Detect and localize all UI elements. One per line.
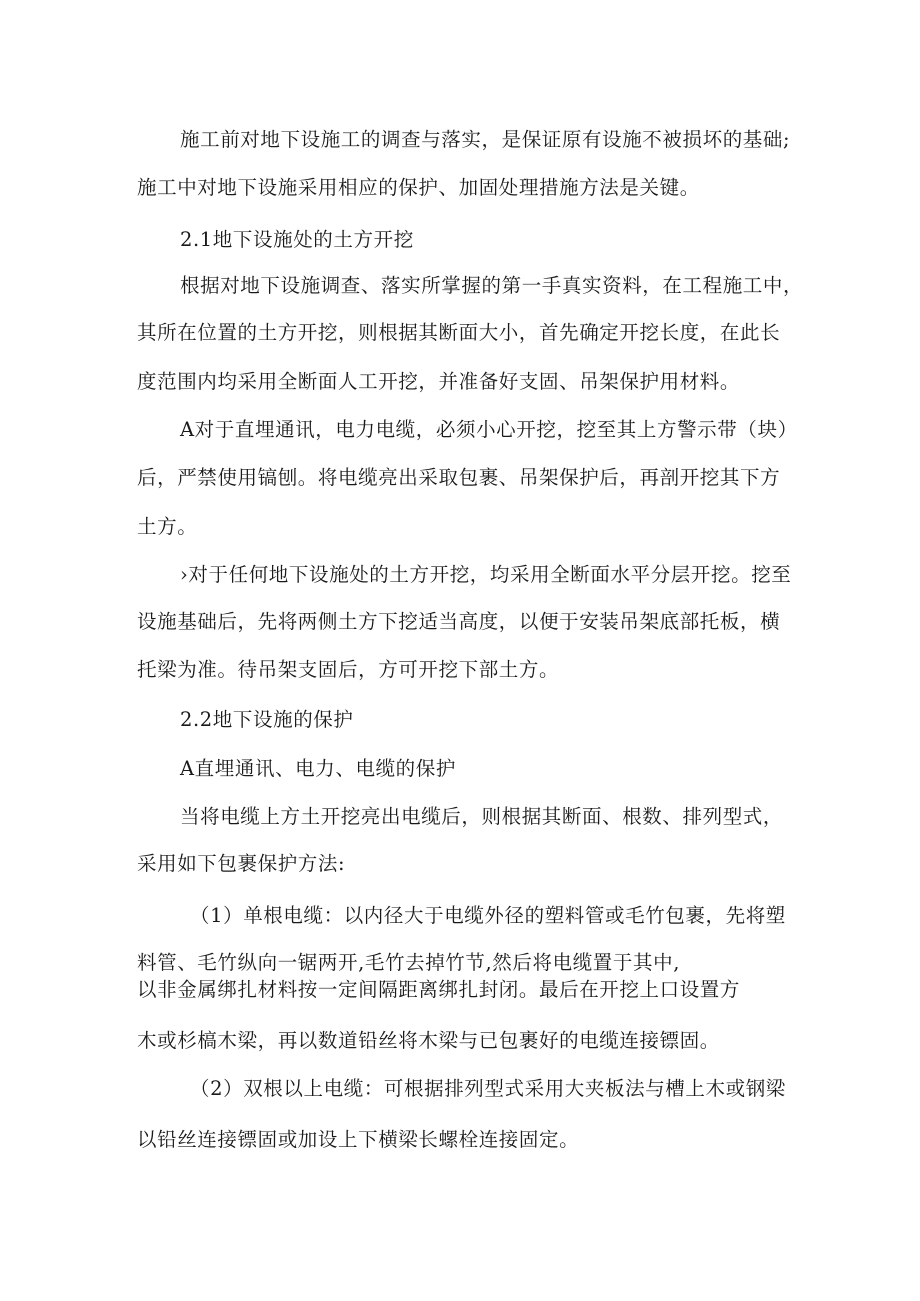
paragraph-line: 施工前对地下设施工的调查与落实，是保证原有设施不被损坏的基础; [180, 128, 791, 151]
paragraph-line: 根据对地下设施调查、落实所掌握的第一手真实资料，在工程施工中， [180, 274, 804, 297]
list-item-1-line: 料管、毛竹纵向一锯两开,毛竹去掉竹节,然后将电缆置于其中, [137, 951, 680, 974]
list-item-1-line: 木或杉槁木梁，再以数道铅丝将木梁与已包裹好的电缆连接镖固。 [137, 1029, 720, 1052]
paragraph-line: 当将电缆上方土开挖亮出电缆后，则根据其断面、根数、排列型式， [180, 805, 784, 828]
paragraph-line: 度范围内均采用全断面人工开挖，并准备好支固、吊架保护用材料。 [137, 370, 741, 393]
paragraph-line: A对于直埋通讯，电力电缆，必须小心开挖，挖至其上方警示带（块） [180, 418, 798, 441]
paragraph-line: 施工中对地下设施采用相应的保护、加固处理措施方法是关键。 [137, 176, 700, 199]
list-item-1-line: 以非金属绑扎材料按一定间隔距离绑扎封闭。最后在开挖上口设置方 [137, 978, 741, 1001]
section-heading-2-2: 2.2地下设施的保护 [180, 708, 354, 731]
paragraph-line: 设施基础后，先将两侧土方下挖适当高度，以便于安装吊架底部托板，横 [137, 610, 781, 633]
paragraph-line: 土方。 [137, 515, 198, 538]
paragraph-line: ›对于任何地下设施处的土方开挖，均采用全断面水平分层开挖。挖至 [180, 563, 792, 586]
paragraph-line: 采用如下包裹保护方法: [137, 852, 346, 875]
paragraph-line: 托梁为准。待吊架支固后，方可开挖下部土方。 [137, 658, 560, 681]
section-heading-2-1: 2.1地下设施处的土方开挖 [180, 228, 414, 251]
list-item-2-line: 以铅丝连接镖固或加设上下横梁长螺栓连接固定。 [137, 1128, 580, 1151]
paragraph-line: 后，严禁使用镐刨。将电缆亮出采取包裹、吊架保护后，再剖开挖其下方 [137, 466, 781, 489]
subheading-a: A直埋通讯、电力、电缆的保护 [180, 757, 456, 780]
paragraph-line: 其所在位置的土方开挖，则根据其断面大小，首先确定开挖长度，在此长 [137, 321, 781, 344]
list-item-2-line: （2）双根以上电缆：可根据排列型式采用大夹板法与槽上木或钢梁 [190, 1077, 786, 1100]
list-item-1-line: （1）单根电缆：以内径大于电缆外径的塑料管或毛竹包裹，先将塑 [190, 904, 786, 927]
